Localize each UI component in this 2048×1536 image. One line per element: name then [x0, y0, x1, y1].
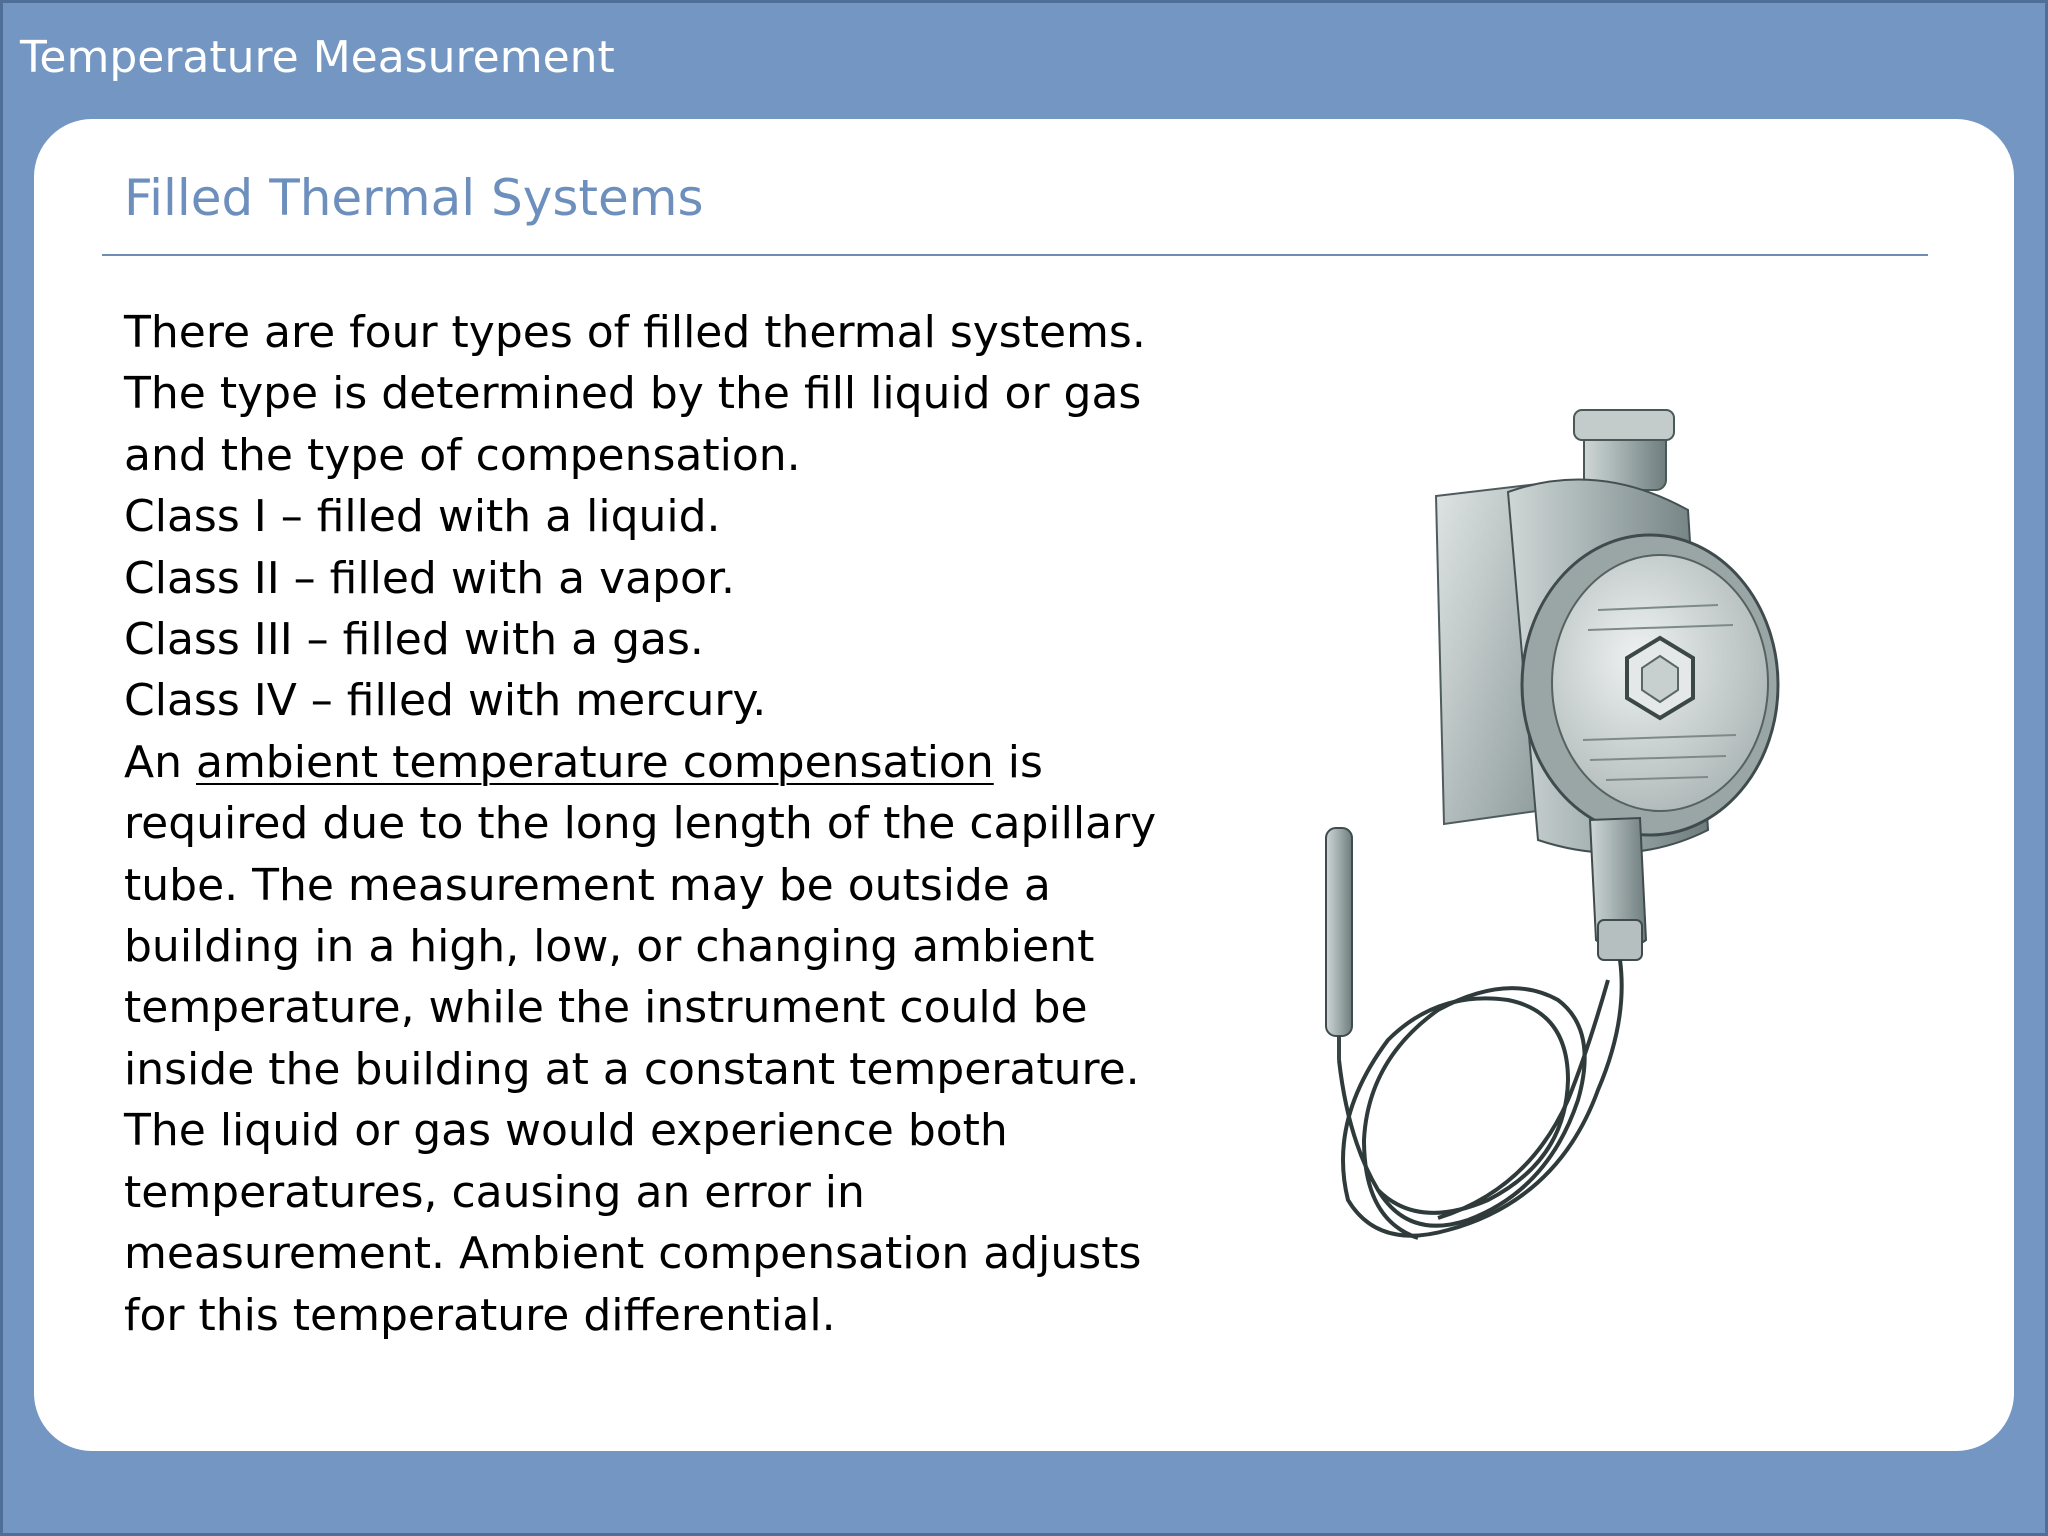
body-line: required due to the long length of the capillary: [124, 798, 1157, 850]
class-iv-line: Class IV – filled with mercury.: [124, 675, 767, 727]
compensation-suffix: is: [993, 736, 1043, 788]
body-line: and the type of compensation.: [124, 429, 801, 481]
slide-heading: Filled Thermal Systems: [124, 169, 704, 227]
class-iii-line: Class III – filled with a gas.: [124, 614, 704, 666]
compensation-prefix: An: [124, 736, 196, 788]
filled-thermal-system-instrument-icon: [1268, 400, 1828, 1280]
body-line: for this temperature differential.: [124, 1289, 836, 1341]
compensation-line: [124, 732, 1144, 793]
presentation-title: Temperature Measurement: [20, 32, 615, 83]
body-line: inside the building at a constant temperature.: [124, 1043, 1140, 1095]
compensation-term: ambient temperature compensation: [195, 736, 994, 788]
body-line: measurement. Ambient compensation adjusts: [124, 1228, 1142, 1280]
body-line: The liquid or gas would experience both: [124, 1105, 1008, 1157]
body-line: tube. The measurement may be outside a: [124, 859, 1051, 911]
class-i-line: Class I – filled with a liquid.: [124, 491, 721, 543]
slide-body-text: [124, 302, 1157, 1346]
body-line: building in a high, low, or changing ambient: [124, 921, 1095, 973]
body-line: There are four types of filled thermal systems.: [124, 307, 1146, 358]
body-line: temperature, while the instrument could be: [124, 982, 1088, 1034]
body-line: The type is determined by the fill liquid or gas: [124, 368, 1142, 420]
heading-divider: [102, 254, 1928, 256]
class-ii-line: Class II – filled with a vapor.: [124, 552, 735, 604]
body-line: temperatures, causing an error in: [124, 1166, 865, 1218]
